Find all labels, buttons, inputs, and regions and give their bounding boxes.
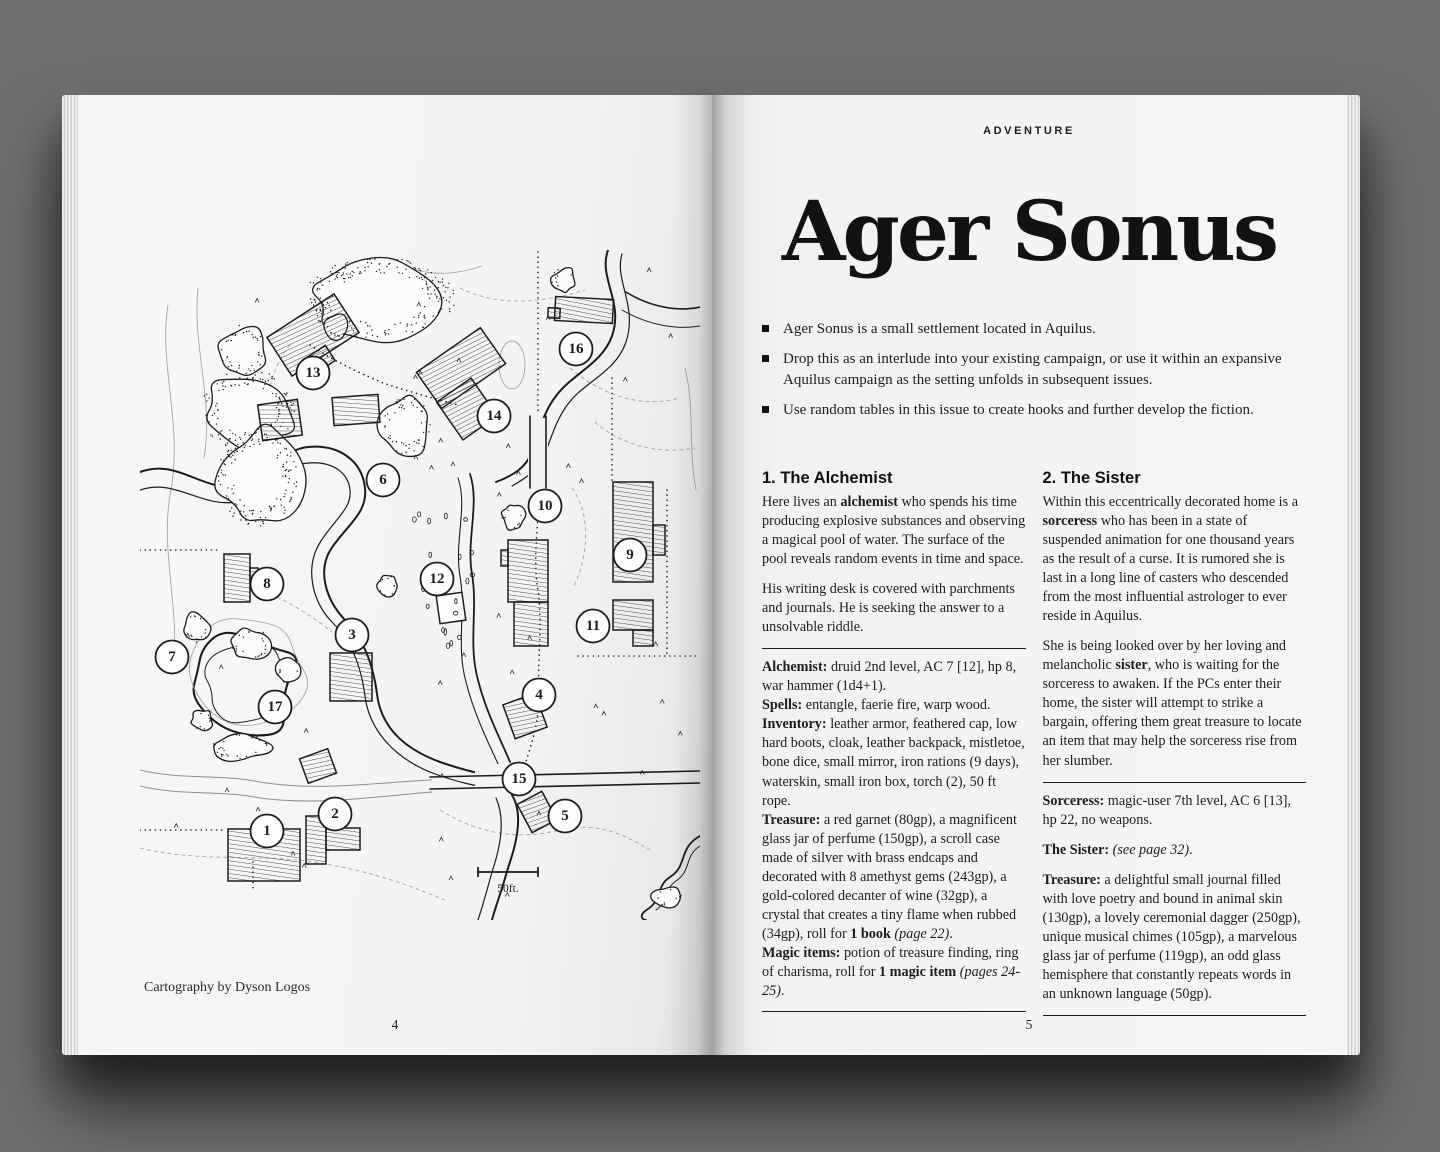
map-marker-1 (251, 815, 284, 848)
map-marker-12 (421, 563, 454, 596)
svg-text:12: 12 (429, 571, 445, 587)
map-marker-15 (503, 763, 536, 796)
section-kicker: ADVENTURE (983, 125, 1075, 137)
bullet-item (762, 400, 1304, 420)
paragraph: Treasure: a delightful small journal filled with love poetry and bound in animal skin (130gp), a lovely ceremonial dagger (250gp), unique musical chimes (105gp), a marvelous glass jar of perfume (119gp), an odd glass hemisphere that constantly repeats words in an unknown language (50gp). (1042, 871, 1301, 1002)
map-marker-16 (560, 333, 593, 366)
page-number-right: 5 (1025, 1017, 1033, 1032)
map-marker-11 (577, 610, 610, 643)
page-edges-right (1346, 95, 1360, 1055)
bullet-text: Ager Sonus is a small settlement located in Aquilus. (783, 321, 1096, 337)
svg-text:7: 7 (168, 649, 176, 665)
svg-text:4: 4 (535, 687, 543, 703)
map-container (140, 250, 700, 920)
map-marker-2 (319, 798, 352, 831)
svg-text:13: 13 (305, 365, 321, 381)
svg-text:10: 10 (537, 498, 553, 514)
section-heading: 2. The Sister (1042, 469, 1141, 487)
paragraph: His writing desk is covered with parchments and journals. He is seeking the answer to a unsolvable riddle. (762, 581, 1015, 636)
svg-text:17: 17 (267, 699, 283, 715)
page-edges-left (62, 95, 78, 1055)
map-marker-3 (336, 619, 369, 652)
svg-text:8: 8 (263, 576, 271, 592)
paragraph: Here lives an alchemist who spends his time producing explosive substances and observing a magical pool of water. The surface of the pool reveals random events in time and space. (762, 494, 1026, 568)
svg-text:2: 2 (331, 806, 339, 822)
divider-rule (1043, 1015, 1307, 1016)
map-marker-14 (478, 400, 511, 433)
bullet-square-icon (762, 355, 769, 362)
right-page (712, 95, 1346, 1055)
columns (762, 467, 1306, 1025)
paragraph: Magic items: potion of treasure finding, ring of charisma, roll for 1 magic item (pages 24-25). (762, 944, 1021, 999)
divider-rule (762, 648, 1026, 649)
map-marker-6 (367, 464, 400, 497)
svg-text:16: 16 (568, 341, 584, 357)
map-marker-10 (529, 490, 562, 523)
paragraph: The Sister: (see page 32). (1042, 841, 1193, 858)
bullet-list (762, 319, 1304, 421)
settlement-map (140, 250, 700, 920)
paragraph: She is being looked over by her loving and melancholic sister, who is waiting for the sorceress to awaken. If the PCs enter their home, the sister will attempt to strike a bargain, offering them great treasure to locate an item that may help the sorceress rise from her slumber. (1042, 638, 1302, 769)
page-title: Ager Sonus (781, 184, 1277, 280)
bullet-square-icon (762, 325, 769, 332)
svg-text:5: 5 (561, 808, 569, 824)
bullet-text: Use random tables in this issue to create hooks and further develop the fiction. (783, 402, 1254, 419)
paragraph: Treasure: a red garnet (80gp), a magnificent glass jar of perfume (150gp), a scroll case made of silver with brass endcaps and decorated with 8 amethyst gems (243gp), a gold-colored decanter of wine (32gp), a crystal that creates a tiny flame when rubbed (34gp), roll for 1 book (page 22). (762, 811, 1017, 942)
svg-text:14: 14 (486, 408, 502, 424)
paragraph: Within this eccentrically decorated home is a sorceress who has been in a state of suspended animation for one thousand years as the result of a curse. It is rumored she is last in a long line of casters who descended from the most influential astrologer to ever reside in Aquilus. (1042, 494, 1298, 625)
map-marker-9 (614, 539, 647, 572)
column-2 (1043, 467, 1307, 1025)
divider-rule (1043, 782, 1307, 783)
svg-text:3: 3 (348, 627, 356, 643)
map-marker-13 (297, 357, 330, 390)
paragraph: Inventory: leather armor, feathered cap, low hard boots, cloak, leather backpack, mistletoe, bone dice, small mirror, iron rations (9 days), waterskin, small iron box, torch (2), 50 ft rope. (762, 716, 1025, 809)
bullet-item (762, 319, 1304, 339)
svg-text:15: 15 (511, 771, 527, 787)
paragraph: Spells: entangle, faerie fire, warp wood. (762, 697, 991, 714)
column-1 (762, 467, 1026, 1025)
map-marker-5 (549, 800, 582, 833)
map-marker-17 (259, 691, 292, 724)
map-marker-4 (523, 679, 556, 712)
map-marker-8 (251, 568, 284, 601)
svg-text:9: 9 (626, 547, 634, 563)
section-heading: 1. The Alchemist (762, 469, 893, 487)
bullet-item (762, 349, 1304, 390)
svg-text:1: 1 (263, 823, 271, 839)
left-page (78, 95, 712, 1055)
scale-label: 50ft. (497, 883, 519, 895)
bullet-text: Drop this as an interlude into your existing campaign, or use it within an expansive Aquilus campaign as the setting unfolds in subsequent issues. (783, 351, 1282, 388)
open-book (62, 95, 1360, 1055)
page-number-left: 4 (391, 1017, 399, 1032)
map-marker-7 (156, 641, 189, 674)
svg-text:6: 6 (379, 472, 387, 488)
divider-rule (762, 1011, 1026, 1012)
cartography-credit: Cartography by Dyson Logos (144, 980, 311, 995)
bullet-square-icon (762, 406, 769, 413)
paragraph: Sorceress: magic-user 7th level, AC 6 [13], hp 22, no weapons. (1042, 792, 1291, 828)
paragraph: Alchemist: druid 2nd level, AC 7 [12], hp 8, war hammer (1d4+1). (762, 659, 1017, 695)
svg-text:11: 11 (585, 618, 601, 634)
